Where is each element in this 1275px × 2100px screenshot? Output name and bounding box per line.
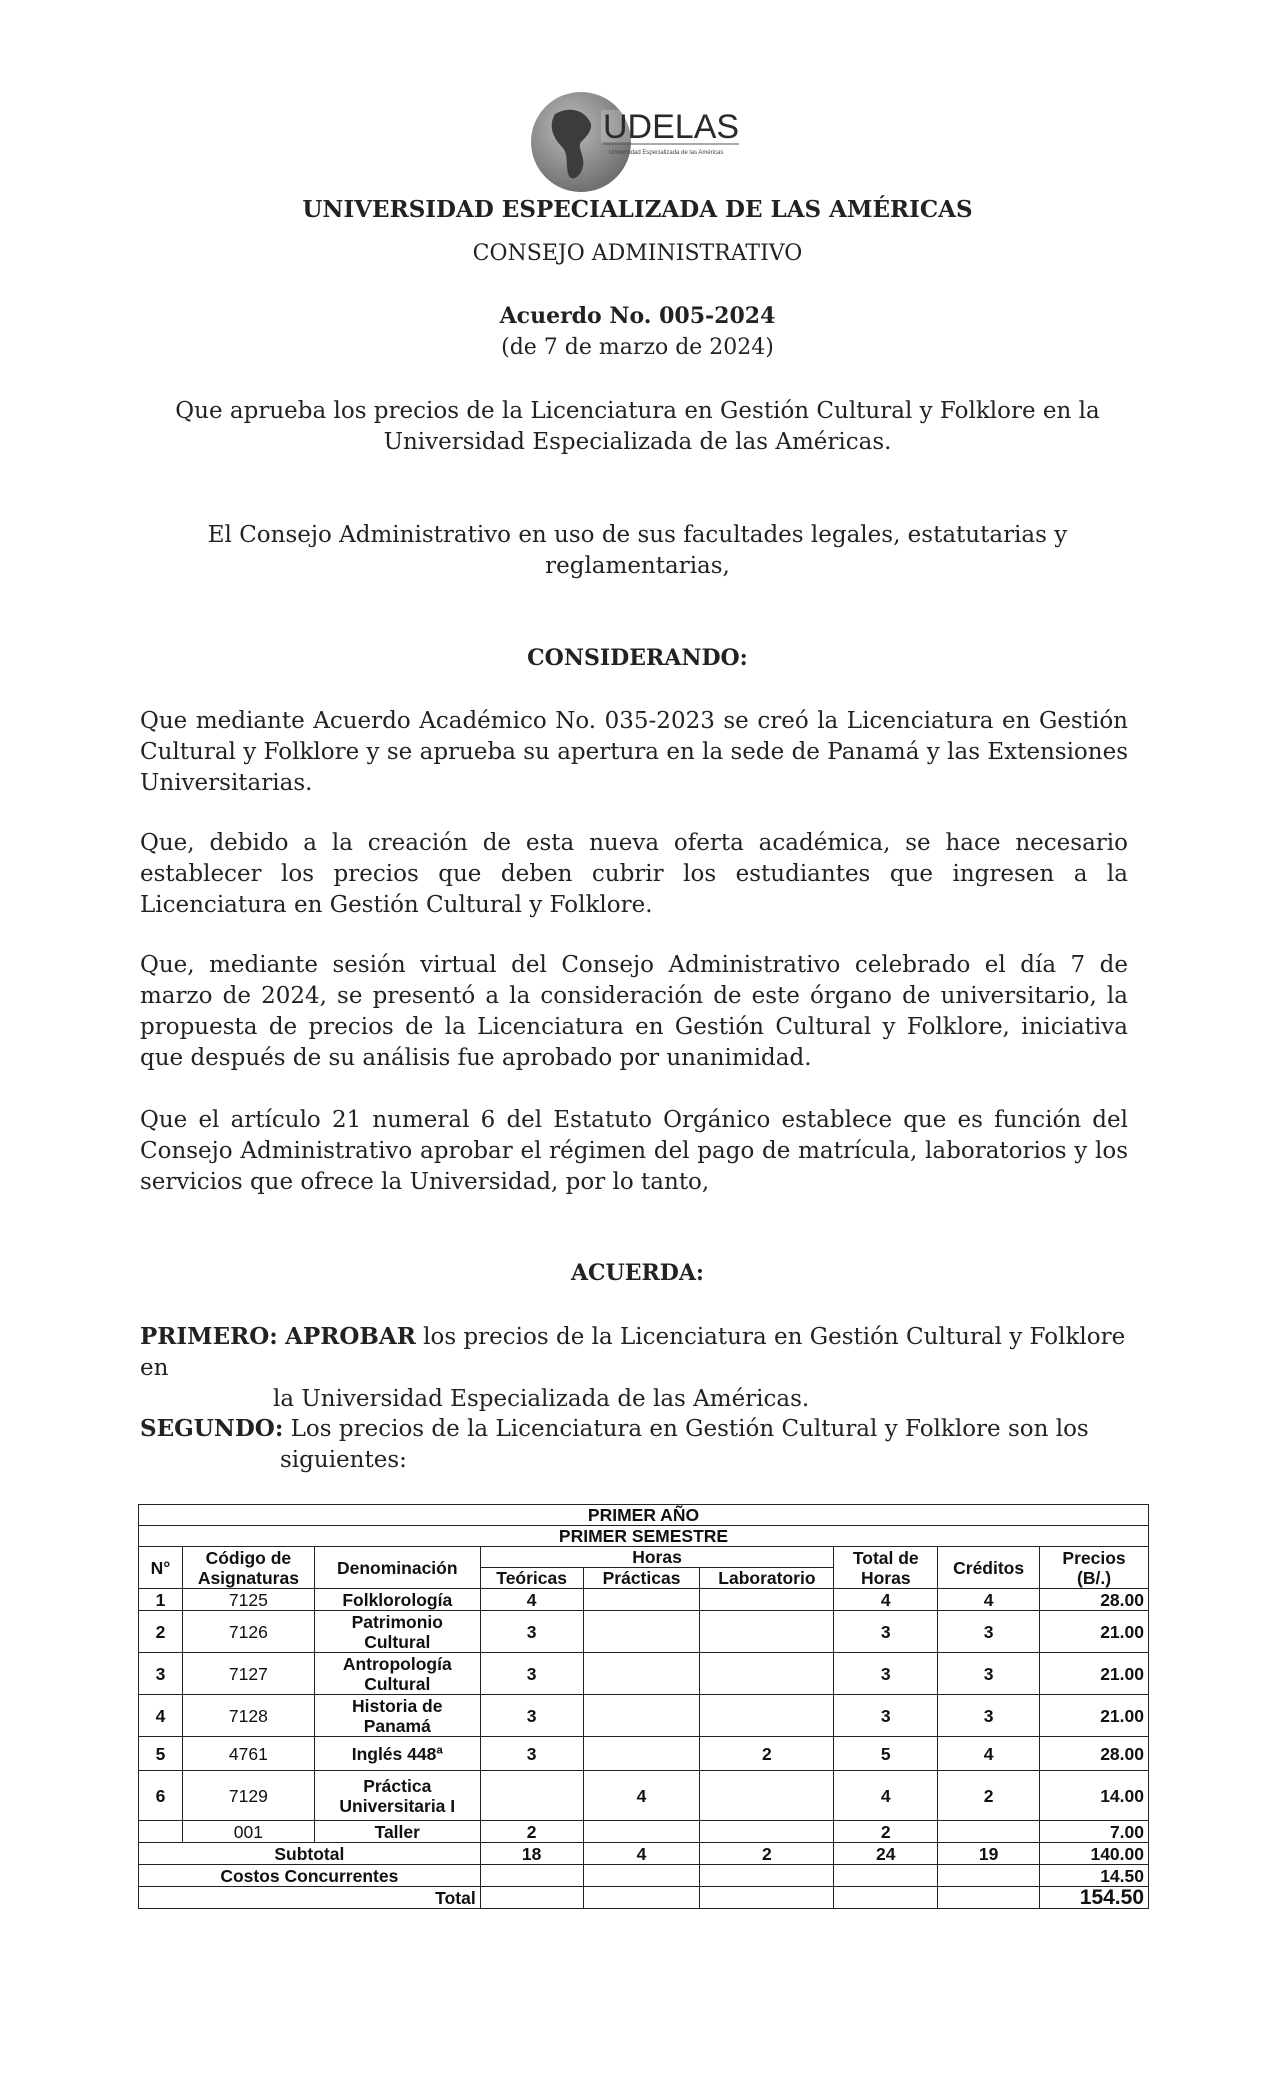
considerando-heading: CONSIDERANDO: — [527, 645, 748, 671]
agreement-date: (de 7 de marzo de 2024) — [501, 335, 774, 360]
year-header: PRIMER AÑO — [139, 1505, 1149, 1526]
considerando-paragraph-2: Que, debido a la creación de esta nueva oferta académica, se hace necesario establecer los precios que deben cubrir los estudiantes que ingresen a la Licenciatura en Gestión Cultural y Folklore. — [140, 830, 1128, 918]
total-row: Total 154.50 — [139, 1887, 1149, 1909]
agreement-subject: Que aprueba los precios de la Licenciatura en Gestión Cultural y Folklore en la Universidad Especializada de las Américas. — [175, 398, 1100, 455]
acuerda-heading: ACUERDA: — [570, 1260, 705, 1286]
udelas-logo — [525, 92, 765, 192]
col-total-hours: Total de Horas — [834, 1547, 938, 1589]
council-name: CONSEJO ADMINISTRATIVO — [472, 241, 803, 266]
col-theory: Teóricas — [480, 1568, 583, 1589]
table-row: 4 7128 Historia de Panamá 3 3 3 21.00 — [139, 1695, 1149, 1737]
article-segundo: SEGUNDO: Los precios de la Licenciatura en Gestión Cultural y Folklore son los siguientes: — [140, 1415, 1089, 1473]
agreement-number: Acuerdo No. 005-2024 — [499, 303, 776, 329]
article-verb: APROBAR — [285, 1323, 416, 1350]
col-number: N° — [139, 1547, 183, 1589]
table-row: 001 Taller 2 2 7.00 — [139, 1821, 1149, 1843]
table-row: 3 7127 Antropología Cultural 3 3 3 21.00 — [139, 1653, 1149, 1695]
university-name: UNIVERSIDAD ESPECIALIZADA DE LAS AMÉRICAS — [302, 196, 973, 223]
considerando-paragraph-3: Que, mediante sesión virtual del Consejo Administrativo celebrado el día 7 de marzo de 2024, se presentó a la consideración de este órgano de universitario, la propuesta de precios de la Licenciatura en Gestión Cultural y Folklore, iniciativa que después de su análisis fue aprobado por unanimidad. — [140, 952, 1128, 1071]
logo-wordmark: UDELAS — [603, 108, 740, 146]
col-hours: Horas — [480, 1547, 834, 1568]
col-credits: Créditos — [938, 1547, 1040, 1589]
col-lab: Laboratorio — [700, 1568, 834, 1589]
table-row: 5 4761 Inglés 448ª 3 2 5 4 28.00 — [139, 1737, 1149, 1771]
preamble: El Consejo Administrativo en uso de sus facultades legales, estatutarias y reglamentarias, — [207, 522, 1068, 579]
col-name: Denominación — [314, 1547, 480, 1589]
logo-subtitle: Universidad Especializada de las Américas — [609, 150, 724, 156]
table-row: 1 7125 Folklorología 4 4 4 28.00 — [139, 1589, 1149, 1611]
price-table — [138, 1504, 1149, 1909]
table-row: 6 7129 Práctica Universitaria I 4 4 2 14.00 — [139, 1771, 1149, 1821]
article-label: SEGUNDO: — [140, 1415, 284, 1442]
semester-header: PRIMER SEMESTRE — [139, 1526, 1149, 1547]
table-row: 2 7126 Patrimonio Cultural 3 3 3 21.00 — [139, 1611, 1149, 1653]
col-price: Precios (B/.) — [1040, 1547, 1149, 1589]
article-label: PRIMERO: — [140, 1323, 278, 1350]
subtotal-row: Subtotal 18 4 2 24 19 140.00 — [139, 1843, 1149, 1865]
col-practice: Prácticas — [583, 1568, 700, 1589]
considerando-paragraph-4: Que el artículo 21 numeral 6 del Estatuto Orgánico establece que es función del Consejo Administrativo aprobar el régimen del pago de matrícula, laboratorios y los servicios que ofrece la Universidad, por lo tanto, — [140, 1107, 1128, 1195]
considerando-paragraph-1: Que mediante Acuerdo Académico No. 035-2023 se creó la Licenciatura en Gestión Cultural y Folklore y se aprueba su apertura en la sede de Panamá y las Extensiones Universitarias. — [140, 708, 1128, 796]
article-primero: PRIMERO: APROBAR los precios de la Licenciatura en Gestión Cultural y Folklore en la Universidad Especializada de las Américas. — [140, 1323, 1126, 1412]
col-code: Código de Asignaturas — [182, 1547, 314, 1589]
concurrent-costs-row: Costos Concurrentes 14.50 — [139, 1865, 1149, 1887]
